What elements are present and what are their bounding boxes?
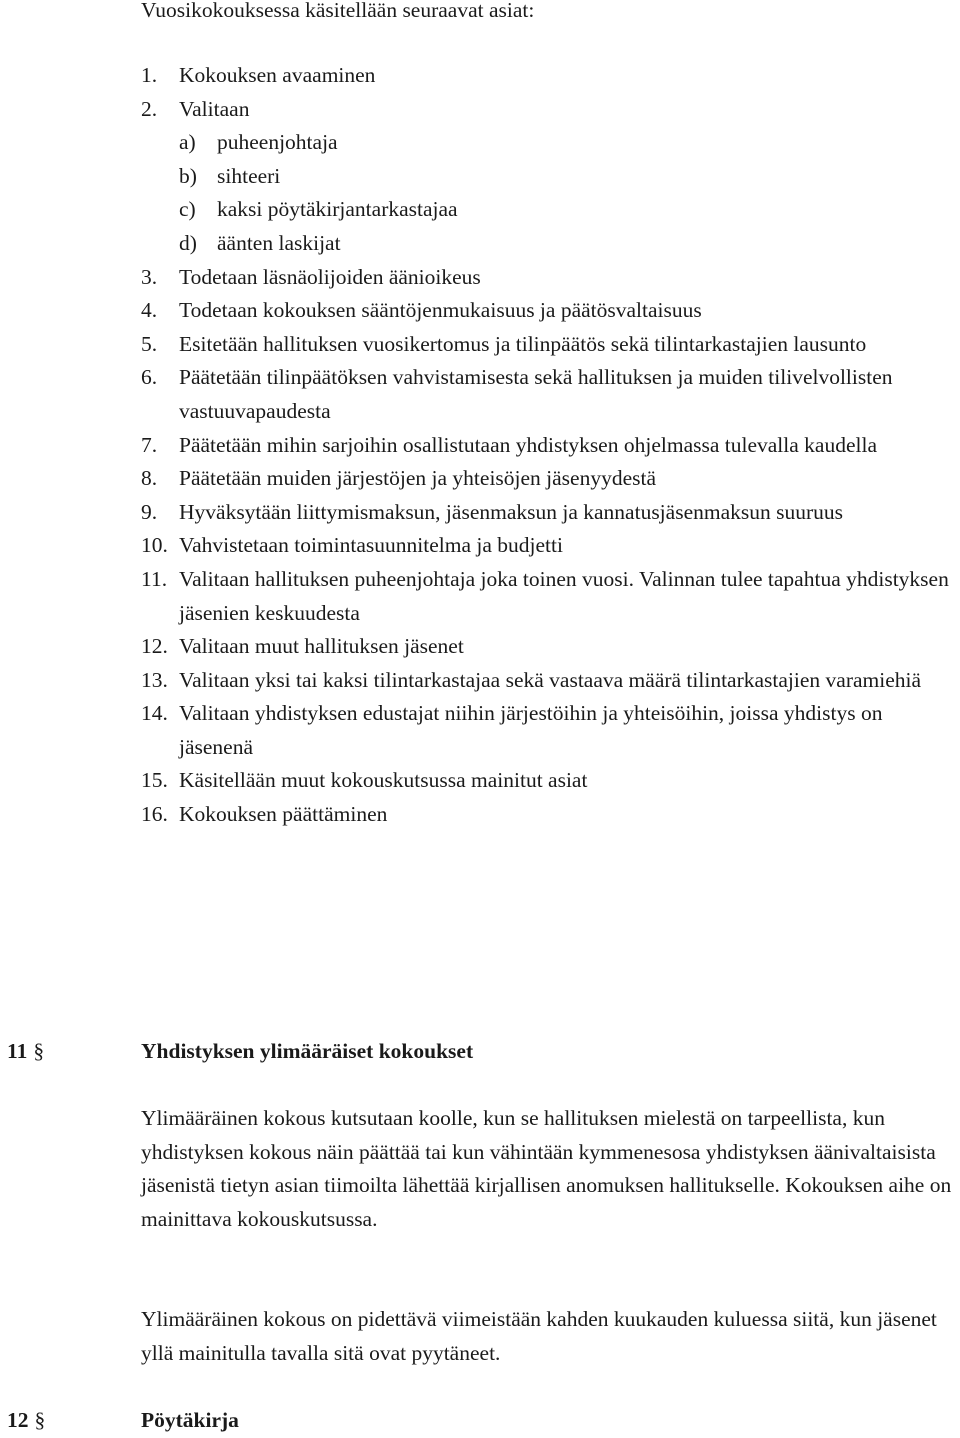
agenda-item-text: Valitaan [179,96,250,121]
agenda-intro: Vuosikokouksessa käsitellään seuraavat asiat: [141,0,535,22]
agenda-sub-item [179,126,956,160]
agenda-item [141,328,956,362]
agenda-item-number: 1. [141,63,158,87]
section-12-number-block [7,1404,141,1438]
agenda-sub-marker: d) [179,230,197,255]
section-number: 12 [7,1408,29,1432]
agenda-item-number: 11. [141,566,168,591]
agenda-item-text: Valitaan yhdistyksen edustajat niihin järjestöihin ja yhteisöihin, joissa yhdistys on jäsenenä [179,701,883,759]
section-mark: § [33,1039,45,1063]
section-title: Yhdistyksen ylimääräiset kokoukset [141,1039,474,1063]
agenda-item-number: 10. [141,533,168,558]
agenda-item-text: Valitaan muut hallituksen jäsenet [179,634,464,659]
agenda-list [141,59,956,832]
agenda-sub-text: puheenjohtaja [217,130,338,155]
agenda-item-number: 2. [141,96,158,121]
agenda-item [141,563,956,630]
agenda-sub-item [179,160,956,194]
agenda-sub-text: sihteeri [217,163,281,188]
section-11-paragraph-1: Ylimääräinen kokous kutsutaan koolle, kun se hallituksen mielestä on tarpeellista, kun yhdistyksen kokous näin päättää tai kun vähintään kymmenesosa yhdistyksen äänivaltaisista jäsenistä tietyn asian tiimoilta lähettää kirjallisen anomuksen hallitukselle. Kokouksen aihe on mainittava kokouskutsussa. [141,1106,952,1231]
agenda-item-number: 16. [141,802,168,827]
agenda-item-number: 9. [141,499,158,524]
agenda-item-number: 15. [141,768,168,793]
agenda-item [141,429,956,463]
agenda-sub-text: äänten laskijat [217,230,341,255]
agenda-item-text: Päätetään tilinpäätöksen vahvistamisesta sekä hallituksen ja muiden tilivelvollisten vastuuvapaudesta [179,365,893,423]
agenda-item-text: Hyväksytään liittymismaksun, jäsenmaksun ja kannatusjäsenmaksun suuruus [179,499,844,524]
agenda-sub-marker: a) [179,130,196,155]
agenda-item-number: 8. [141,466,158,491]
agenda-sub-marker: b) [179,163,197,188]
agenda-item-number: 3. [141,264,158,289]
section-12-heading [7,1404,239,1438]
agenda-item [141,798,956,832]
section-11-heading [7,1035,473,1069]
agenda-sub-item [179,227,956,261]
agenda-item-number: 5. [141,331,158,356]
agenda-item-text: Käsitellään muut kokouskutsussa mainitut asiat [179,768,588,793]
section-number: 11 [7,1039,28,1063]
section-11-number-block [7,1035,141,1069]
agenda-item-text: Kokouksen päättäminen [179,802,388,827]
agenda-sub-text: kaksi pöytäkirjantarkastajaa [217,197,458,222]
agenda-item-text: Valitaan hallituksen puheenjohtaja joka toinen vuosi. Valinnan tulee tapahtua yhdistyksen jäsenien keskuudesta [179,566,949,625]
agenda-item [141,630,956,664]
agenda-sub-list [179,126,956,260]
agenda-item-text: Kokouksen avaaminen [179,63,376,87]
agenda-item-text: Päätetään mihin sarjoihin osallistutaan yhdistyksen ohjelmassa tulevalla kaudella [179,432,877,457]
section-title: Pöytäkirja [141,1408,239,1432]
agenda-item-number: 6. [141,365,158,390]
agenda-item [141,361,956,428]
agenda-item [141,496,956,530]
agenda-item-text: Valitaan yksi tai kaksi tilintarkastajaa sekä vastaava määrä tilintarkastajien varamiehiä [179,667,922,692]
agenda-item-text: Vahvistetaan toimintasuunnitelma ja budjetti [179,533,563,558]
agenda-item [141,764,956,798]
section-11-paragraph-2: Ylimääräinen kokous on pidettävä viimeistään kahden kuukauden kuluessa siitä, kun jäsenet yllä mainitulla tavalla sitä ovat pyytäneet. [141,1307,937,1365]
agenda-sub-item [179,193,956,227]
agenda-item [141,529,956,563]
agenda-item [141,93,956,261]
agenda-item [141,261,956,295]
agenda-item-body [179,93,956,261]
agenda-item-number: 12. [141,634,168,659]
agenda-sub-marker: c) [179,197,196,222]
agenda-item-number: 13. [141,667,168,692]
agenda-item [141,697,956,764]
agenda-item-text: Esitetään hallituksen vuosikertomus ja tilinpäätös sekä tilintarkastajien lausunto [179,331,867,356]
section-mark: § [34,1408,46,1432]
agenda-item-text: Todetaan kokouksen sääntöjenmukaisuus ja päätösvaltaisuus [179,298,702,323]
agenda-item-number: 7. [141,432,158,457]
agenda-item [141,462,956,496]
agenda-item-number: 4. [141,298,158,323]
agenda-item [141,294,956,328]
agenda-item-text: Todetaan läsnäolijoiden äänioikeus [179,264,481,289]
agenda-item-number: 14. [141,701,168,726]
agenda-item [141,664,956,698]
agenda-item-text: Päätetään muiden järjestöjen ja yhteisöjen jäsenyydestä [179,466,657,491]
agenda-item [141,59,956,93]
